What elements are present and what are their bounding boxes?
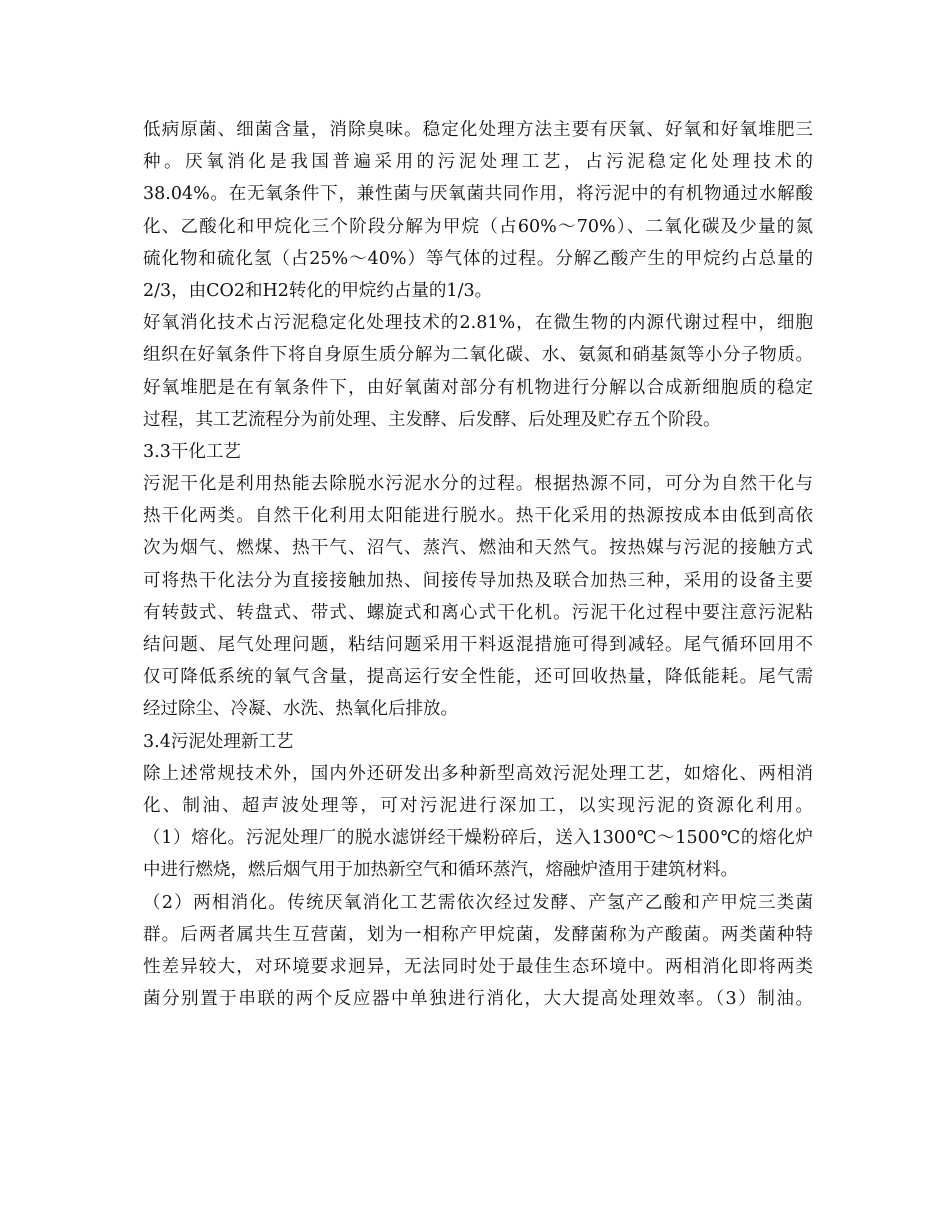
text-line: 仅可降低系统的氧气含量，提高运行安全性能，还可回收热量，降低能耗。尾气需 xyxy=(143,667,813,688)
text-line: 组织在好氧条件下将自身原生质分解为二氧化碳、水、氨氮和硝基氮等小分子物质。 xyxy=(143,345,813,366)
text-line: 过程，其工艺流程分为前处理、主发酵、后发酵、后处理及贮存五个阶段。 xyxy=(143,409,721,430)
text-line: 3.4污泥处理新工艺 xyxy=(143,731,294,752)
text-line: 除上述常规技术外，国内外还研发出多种新型高效污泥处理工艺，如熔化、两相消 xyxy=(143,763,813,784)
text-line: 污泥干化是利用热能去除脱水污泥水分的过程。根据热源不同，可分为自然干化与 xyxy=(143,474,813,495)
document-body xyxy=(143,114,813,1015)
text-line: （2）两相消化。传统厌氧消化工艺需依次经过发酵、产氢产乙酸和产甲烷三类菌 xyxy=(143,892,813,913)
text-line: 38.04%。在无氧条件下，兼性菌与厌氧菌共同作用，将污泥中的有机物通过水解酸 xyxy=(143,184,813,205)
text-line: 硫化物和硫化氢（占25%～40%）等气体的过程。分解乙酸产生的甲烷约占总量的 xyxy=(143,248,813,269)
text-line: 热干化两类。自然干化利用太阳能进行脱水。热干化采用的热源按成本由低到高依 xyxy=(143,506,813,527)
text-line: 中进行燃烧，燃后烟气用于加热新空气和循环蒸汽，熔融炉渣用于建筑材料。 xyxy=(143,860,738,881)
text-line: 好氧堆肥是在有氧条件下，由好氧菌对部分有机物进行分解以合成新细胞质的稳定 xyxy=(143,377,813,398)
text-line: 菌分别置于串联的两个反应器中单独进行消化，大大提高处理效率。（3）制油。 xyxy=(143,989,813,1010)
text-line: 种。厌氧消化是我国普遍采用的污泥处理工艺，占污泥稳定化处理技术的 xyxy=(143,152,813,173)
text-line: 化、制油、超声波处理等，可对污泥进行深加工，以实现污泥的资源化利用。 xyxy=(143,795,813,816)
text-line: 有转鼓式、转盘式、带式、螺旋式和离心式干化机。污泥干化过程中要注意污泥粘 xyxy=(143,602,813,623)
text-line: 经过除尘、冷凝、水洗、热氧化后排放。 xyxy=(143,699,458,720)
text-line: 次为烟气、燃煤、热干气、沼气、蒸汽、燃油和天然气。按热媒与污泥的接触方式 xyxy=(143,538,813,559)
text-line: 可将热干化法分为直接接触加热、间接传导加热及联合加热三种，采用的设备主要 xyxy=(143,570,813,591)
text-line: 2/3，由CO2和H2转化的甲烷约占量的1/3。 xyxy=(143,280,493,301)
text-line: 结问题、尾气处理问题，粘结问题采用干料返混措施可得到减轻。尾气循环回用不 xyxy=(143,635,813,655)
text-line: 性差异较大，对环境要求迥异，无法同时处于最佳生态环境中。两相消化即将两类 xyxy=(143,956,813,977)
text-line: 3.3干化工艺 xyxy=(143,441,241,462)
text-line: 低病原菌、细菌含量，消除臭味。稳定化处理方法主要有厌氧、好氧和好氧堆肥三 xyxy=(143,120,813,140)
text-line: 好氧消化技术占污泥稳定化处理技术的2.81%，在微生物的内源代谢过程中，细胞 xyxy=(143,313,813,334)
text-line: 群。后两者属共生互营菌，划为一相称产甲烷菌，发酵菌称为产酸菌。两类菌种特 xyxy=(143,924,813,945)
text-line: （1）熔化。污泥处理厂的脱水滤饼经干燥粉碎后，送入1300℃～1500℃的熔化炉 xyxy=(143,828,813,849)
text-line: 化、乙酸化和甲烷化三个阶段分解为甲烷（占60%～70%）、二氧化碳及少量的氮 xyxy=(143,216,813,237)
